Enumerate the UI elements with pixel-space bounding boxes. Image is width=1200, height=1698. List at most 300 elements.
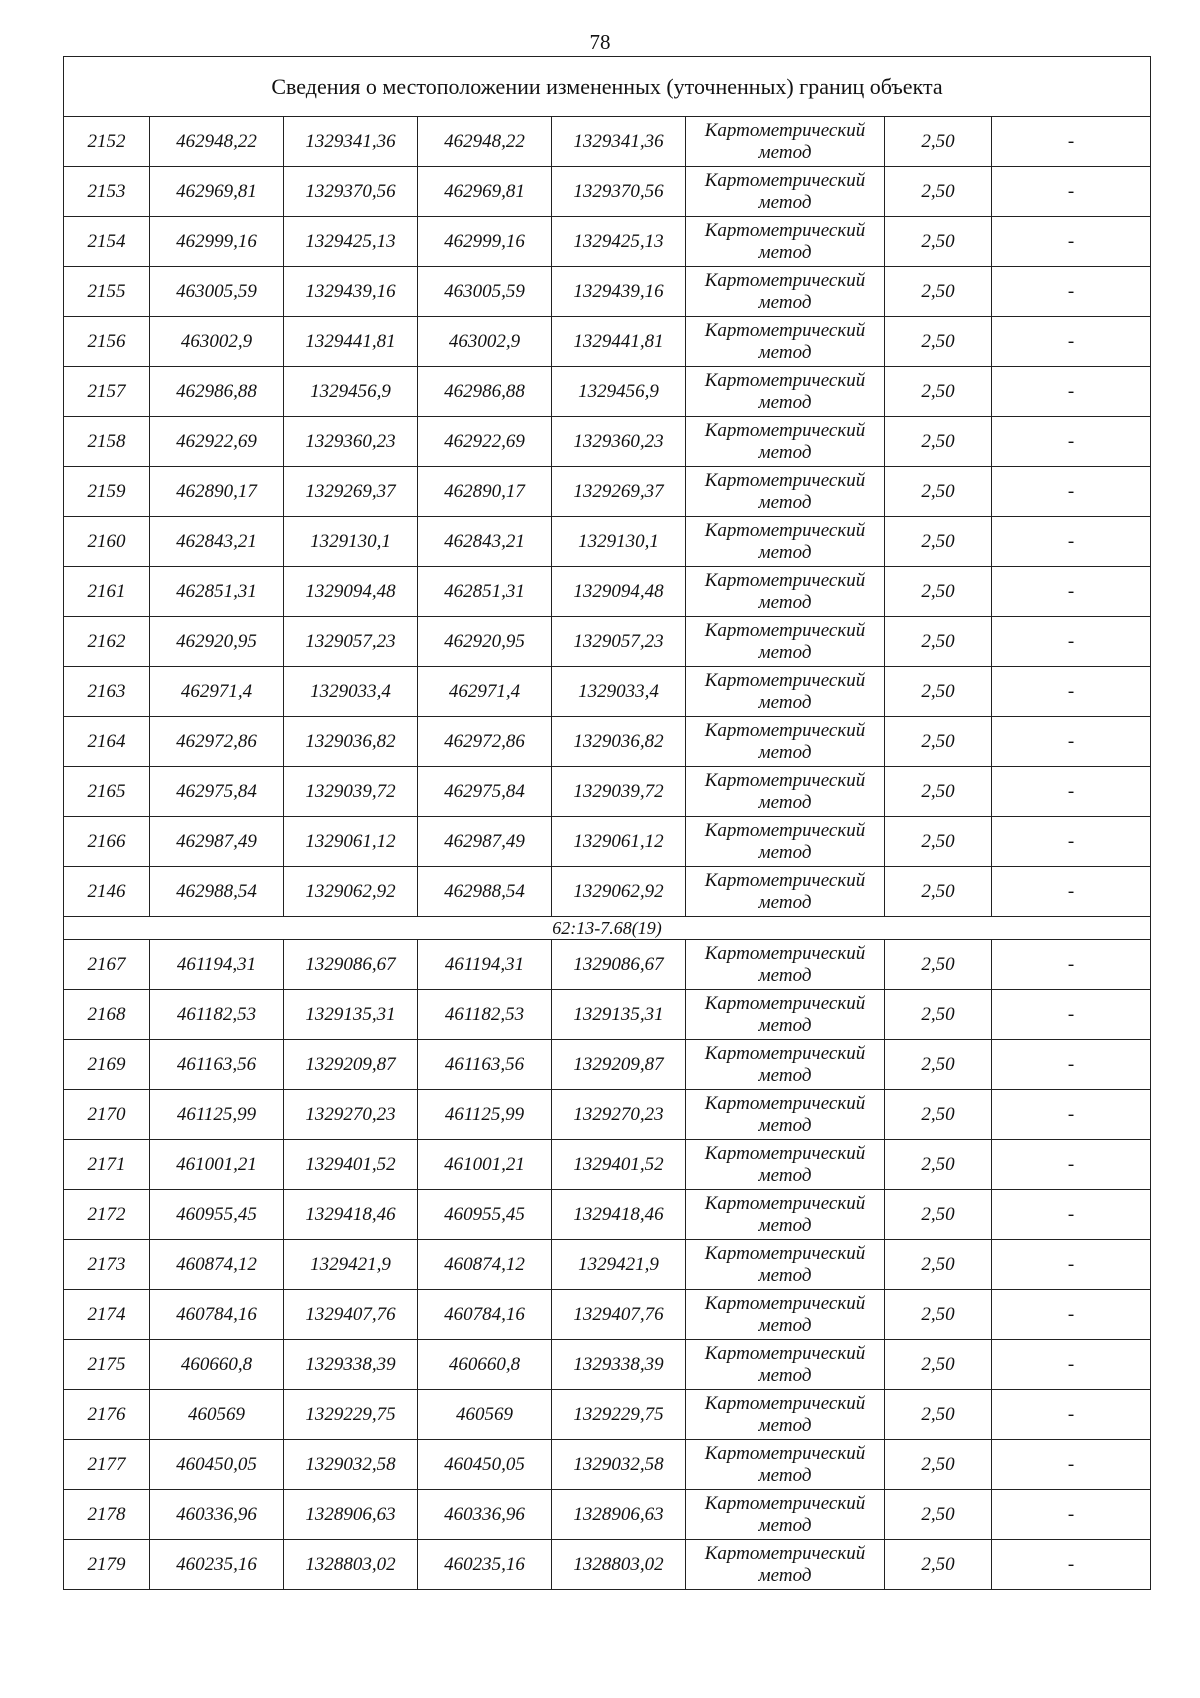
accuracy-cell: 2,50 <box>885 1340 992 1390</box>
new-x-cell: 462851,31 <box>418 567 552 617</box>
new-y-cell: 1329341,36 <box>552 117 686 167</box>
note-cell: - <box>992 567 1151 617</box>
method-cell <box>686 1540 885 1590</box>
boundary-coordinates-table <box>63 56 1151 1590</box>
table-row <box>64 467 1151 517</box>
new-x-cell: 461182,53 <box>418 990 552 1040</box>
method-line-1: Картометрический <box>704 819 866 841</box>
existing-y-cell: 1329401,52 <box>284 1140 418 1190</box>
note-cell: - <box>992 1190 1151 1240</box>
existing-x-cell: 462975,84 <box>150 767 284 817</box>
note-cell: - <box>992 117 1151 167</box>
method-line-1: Картометрический <box>704 1492 866 1514</box>
accuracy-cell: 2,50 <box>885 1440 992 1490</box>
page-number: 78 <box>589 30 611 54</box>
new-x-cell: 460569 <box>418 1390 552 1440</box>
method-line-1: Картометрический <box>704 169 866 191</box>
existing-x-cell: 460784,16 <box>150 1290 284 1340</box>
point-number-cell: 2176 <box>64 1390 150 1440</box>
existing-y-cell: 1329270,23 <box>284 1090 418 1140</box>
table-row <box>64 367 1151 417</box>
new-y-cell: 1329036,82 <box>552 717 686 767</box>
method-line-2: метод <box>758 1564 812 1586</box>
table-row <box>64 1490 1151 1540</box>
new-x-cell: 462999,16 <box>418 217 552 267</box>
table-row <box>64 617 1151 667</box>
new-y-cell: 1329032,58 <box>552 1440 686 1490</box>
method-line-1: Картометрический <box>704 1042 866 1064</box>
accuracy-cell: 2,50 <box>885 567 992 617</box>
new-x-cell: 461194,31 <box>418 940 552 990</box>
existing-y-cell: 1329269,37 <box>284 467 418 517</box>
table-row <box>64 1090 1151 1140</box>
new-y-cell: 1329039,72 <box>552 767 686 817</box>
existing-y-cell: 1329130,1 <box>284 517 418 567</box>
table-row <box>64 767 1151 817</box>
method-line-1: Картометрический <box>704 1192 866 1214</box>
method-line-2: метод <box>758 691 812 713</box>
point-number-cell: 2159 <box>64 467 150 517</box>
method-cell <box>686 1040 885 1090</box>
table-row <box>64 1140 1151 1190</box>
existing-y-cell: 1329441,81 <box>284 317 418 367</box>
new-x-cell: 463002,9 <box>418 317 552 367</box>
point-number-cell: 2155 <box>64 267 150 317</box>
point-number-cell: 2178 <box>64 1490 150 1540</box>
note-cell: - <box>992 467 1151 517</box>
table-row <box>64 817 1151 867</box>
existing-x-cell: 461001,21 <box>150 1140 284 1190</box>
existing-x-cell: 462890,17 <box>150 467 284 517</box>
point-number-cell: 2162 <box>64 617 150 667</box>
note-cell: - <box>992 317 1151 367</box>
table-row <box>64 1290 1151 1340</box>
existing-y-cell: 1329421,9 <box>284 1240 418 1290</box>
existing-x-cell: 461194,31 <box>150 940 284 990</box>
existing-y-cell: 1329036,82 <box>284 717 418 767</box>
point-number-cell: 2167 <box>64 940 150 990</box>
table-row <box>64 417 1151 467</box>
method-line-1: Картометрический <box>704 1242 866 1264</box>
new-y-cell: 1329407,76 <box>552 1290 686 1340</box>
note-cell: - <box>992 940 1151 990</box>
new-y-cell: 1329062,92 <box>552 867 686 917</box>
accuracy-cell: 2,50 <box>885 1490 992 1540</box>
method-line-2: метод <box>758 791 812 813</box>
point-number-cell: 2175 <box>64 1340 150 1390</box>
note-cell: - <box>992 617 1151 667</box>
existing-y-cell: 1329407,76 <box>284 1290 418 1340</box>
new-x-cell: 460874,12 <box>418 1240 552 1290</box>
new-y-cell: 1329441,81 <box>552 317 686 367</box>
table-row <box>64 267 1151 317</box>
method-cell <box>686 940 885 990</box>
new-y-cell: 1329269,37 <box>552 467 686 517</box>
existing-y-cell: 1329135,31 <box>284 990 418 1040</box>
method-cell <box>686 1140 885 1190</box>
section-row <box>64 917 1151 940</box>
method-cell <box>686 767 885 817</box>
accuracy-cell: 2,50 <box>885 717 992 767</box>
point-number-cell: 2152 <box>64 117 150 167</box>
method-cell <box>686 1390 885 1440</box>
accuracy-cell: 2,50 <box>885 317 992 367</box>
method-cell <box>686 1090 885 1140</box>
accuracy-cell: 2,50 <box>885 167 992 217</box>
new-y-cell: 1328906,63 <box>552 1490 686 1540</box>
method-line-1: Картометрический <box>704 719 866 741</box>
existing-x-cell: 460336,96 <box>150 1490 284 1540</box>
new-x-cell: 462920,95 <box>418 617 552 667</box>
method-cell <box>686 217 885 267</box>
method-line-1: Картометрический <box>704 1092 866 1114</box>
accuracy-cell: 2,50 <box>885 517 992 567</box>
existing-x-cell: 462971,4 <box>150 667 284 717</box>
note-cell: - <box>992 1090 1151 1140</box>
point-number-cell: 2168 <box>64 990 150 1040</box>
method-cell <box>686 617 885 667</box>
new-x-cell: 462972,86 <box>418 717 552 767</box>
new-x-cell: 462890,17 <box>418 467 552 517</box>
method-cell <box>686 117 885 167</box>
table-row <box>64 717 1151 767</box>
new-y-cell: 1329135,31 <box>552 990 686 1040</box>
point-number-cell: 2166 <box>64 817 150 867</box>
method-line-2: метод <box>758 1514 812 1536</box>
accuracy-cell: 2,50 <box>885 817 992 867</box>
table-title: Сведения о местоположении измененных (уточненных) границ объекта <box>64 57 1151 117</box>
point-number-cell: 2177 <box>64 1440 150 1490</box>
method-line-1: Картометрический <box>704 369 866 391</box>
existing-x-cell: 460235,16 <box>150 1540 284 1590</box>
note-cell: - <box>992 417 1151 467</box>
method-line-2: метод <box>758 841 812 863</box>
table-row <box>64 1040 1151 1090</box>
existing-x-cell: 462999,16 <box>150 217 284 267</box>
method-line-2: метод <box>758 1114 812 1136</box>
table-row <box>64 117 1151 167</box>
note-cell: - <box>992 1540 1151 1590</box>
method-cell <box>686 817 885 867</box>
existing-y-cell: 1328803,02 <box>284 1540 418 1590</box>
method-line-1: Картометрический <box>704 119 866 141</box>
note-cell: - <box>992 1340 1151 1390</box>
method-line-2: метод <box>758 391 812 413</box>
accuracy-cell: 2,50 <box>885 117 992 167</box>
existing-y-cell: 1329057,23 <box>284 617 418 667</box>
method-line-1: Картометрический <box>704 269 866 291</box>
accuracy-cell: 2,50 <box>885 990 992 1040</box>
existing-y-cell: 1329033,4 <box>284 667 418 717</box>
new-y-cell: 1329229,75 <box>552 1390 686 1440</box>
point-number-cell: 2173 <box>64 1240 150 1290</box>
method-line-2: метод <box>758 1364 812 1386</box>
existing-y-cell: 1329439,16 <box>284 267 418 317</box>
table-row <box>64 667 1151 717</box>
new-y-cell: 1329130,1 <box>552 517 686 567</box>
new-x-cell: 462922,69 <box>418 417 552 467</box>
point-number-cell: 2163 <box>64 667 150 717</box>
table-row <box>64 1190 1151 1240</box>
new-x-cell: 461001,21 <box>418 1140 552 1190</box>
new-x-cell: 460336,96 <box>418 1490 552 1540</box>
existing-y-cell: 1329418,46 <box>284 1190 418 1240</box>
accuracy-cell: 2,50 <box>885 940 992 990</box>
method-cell <box>686 1490 885 1540</box>
new-y-cell: 1329209,87 <box>552 1040 686 1090</box>
accuracy-cell: 2,50 <box>885 417 992 467</box>
table-row <box>64 867 1151 917</box>
existing-y-cell: 1329062,92 <box>284 867 418 917</box>
existing-y-cell: 1329209,87 <box>284 1040 418 1090</box>
note-cell: - <box>992 1440 1151 1490</box>
accuracy-cell: 2,50 <box>885 667 992 717</box>
point-number-cell: 2146 <box>64 867 150 917</box>
method-line-2: метод <box>758 741 812 763</box>
accuracy-cell: 2,50 <box>885 467 992 517</box>
accuracy-cell: 2,50 <box>885 1390 992 1440</box>
note-cell: - <box>992 1490 1151 1540</box>
table-body <box>64 57 1151 1590</box>
existing-y-cell: 1329360,23 <box>284 417 418 467</box>
existing-x-cell: 462988,54 <box>150 867 284 917</box>
method-cell <box>686 467 885 517</box>
method-line-1: Картометрический <box>704 419 866 441</box>
existing-x-cell: 462972,86 <box>150 717 284 767</box>
existing-x-cell: 463002,9 <box>150 317 284 367</box>
point-number-cell: 2158 <box>64 417 150 467</box>
new-y-cell: 1329421,9 <box>552 1240 686 1290</box>
existing-y-cell: 1329061,12 <box>284 817 418 867</box>
existing-x-cell: 461125,99 <box>150 1090 284 1140</box>
table-row <box>64 1440 1151 1490</box>
method-line-1: Картометрический <box>704 869 866 891</box>
point-number-cell: 2171 <box>64 1140 150 1190</box>
new-x-cell: 462843,21 <box>418 517 552 567</box>
method-line-1: Картометрический <box>704 1342 866 1364</box>
method-line-2: метод <box>758 1064 812 1086</box>
table-row <box>64 517 1151 567</box>
existing-x-cell: 461163,56 <box>150 1040 284 1090</box>
new-y-cell: 1329418,46 <box>552 1190 686 1240</box>
existing-y-cell: 1329039,72 <box>284 767 418 817</box>
method-line-2: метод <box>758 641 812 663</box>
method-line-2: метод <box>758 441 812 463</box>
existing-y-cell: 1329229,75 <box>284 1390 418 1440</box>
method-cell <box>686 1290 885 1340</box>
method-line-1: Картометрический <box>704 519 866 541</box>
new-x-cell: 462971,4 <box>418 667 552 717</box>
existing-x-cell: 462969,81 <box>150 167 284 217</box>
new-y-cell: 1329338,39 <box>552 1340 686 1390</box>
new-x-cell: 460955,45 <box>418 1190 552 1240</box>
table-row <box>64 1240 1151 1290</box>
table-row <box>64 567 1151 617</box>
new-y-cell: 1329456,9 <box>552 367 686 417</box>
method-line-1: Картометрический <box>704 469 866 491</box>
method-line-2: метод <box>758 491 812 513</box>
new-x-cell: 462975,84 <box>418 767 552 817</box>
new-y-cell: 1329057,23 <box>552 617 686 667</box>
new-x-cell: 460660,8 <box>418 1340 552 1390</box>
point-number-cell: 2164 <box>64 717 150 767</box>
note-cell: - <box>992 267 1151 317</box>
new-x-cell: 462987,49 <box>418 817 552 867</box>
table-title-row <box>64 57 1151 117</box>
existing-y-cell: 1329341,36 <box>284 117 418 167</box>
new-y-cell: 1329439,16 <box>552 267 686 317</box>
new-y-cell: 1329086,67 <box>552 940 686 990</box>
new-x-cell: 460450,05 <box>418 1440 552 1490</box>
method-cell <box>686 990 885 1040</box>
table-row <box>64 217 1151 267</box>
new-x-cell: 461125,99 <box>418 1090 552 1140</box>
point-number-cell: 2153 <box>64 167 150 217</box>
point-number-cell: 2179 <box>64 1540 150 1590</box>
existing-x-cell: 462922,69 <box>150 417 284 467</box>
method-cell <box>686 417 885 467</box>
table-row <box>64 1390 1151 1440</box>
table-row <box>64 940 1151 990</box>
point-number-cell: 2172 <box>64 1190 150 1240</box>
point-number-cell: 2154 <box>64 217 150 267</box>
method-cell <box>686 367 885 417</box>
existing-x-cell: 462920,95 <box>150 617 284 667</box>
section-label: 62:13-7.68(19) <box>64 917 1151 940</box>
new-y-cell: 1328803,02 <box>552 1540 686 1590</box>
existing-x-cell: 462843,21 <box>150 517 284 567</box>
note-cell: - <box>992 1290 1151 1340</box>
method-line-1: Картометрический <box>704 769 866 791</box>
point-number-cell: 2161 <box>64 567 150 617</box>
table-row <box>64 167 1151 217</box>
new-y-cell: 1329270,23 <box>552 1090 686 1140</box>
table-row <box>64 1540 1151 1590</box>
new-y-cell: 1329425,13 <box>552 217 686 267</box>
note-cell: - <box>992 1040 1151 1090</box>
note-cell: - <box>992 217 1151 267</box>
method-cell <box>686 267 885 317</box>
new-x-cell: 460235,16 <box>418 1540 552 1590</box>
method-line-2: метод <box>758 1214 812 1236</box>
method-line-2: метод <box>758 1414 812 1436</box>
method-line-1: Картометрический <box>704 1392 866 1414</box>
point-number-cell: 2165 <box>64 767 150 817</box>
new-x-cell: 462969,81 <box>418 167 552 217</box>
method-cell <box>686 567 885 617</box>
point-number-cell: 2174 <box>64 1290 150 1340</box>
existing-x-cell: 462987,49 <box>150 817 284 867</box>
method-line-2: метод <box>758 241 812 263</box>
accuracy-cell: 2,50 <box>885 1540 992 1590</box>
existing-x-cell: 462948,22 <box>150 117 284 167</box>
table-row <box>64 317 1151 367</box>
new-y-cell: 1329094,48 <box>552 567 686 617</box>
method-line-1: Картометрический <box>704 1142 866 1164</box>
accuracy-cell: 2,50 <box>885 1190 992 1240</box>
existing-y-cell: 1329456,9 <box>284 367 418 417</box>
new-y-cell: 1329401,52 <box>552 1140 686 1190</box>
method-line-2: метод <box>758 291 812 313</box>
method-line-1: Картометрический <box>704 992 866 1014</box>
existing-y-cell: 1329086,67 <box>284 940 418 990</box>
note-cell: - <box>992 1240 1151 1290</box>
existing-x-cell: 460874,12 <box>150 1240 284 1290</box>
method-cell <box>686 1440 885 1490</box>
existing-x-cell: 461182,53 <box>150 990 284 1040</box>
new-y-cell: 1329370,56 <box>552 167 686 217</box>
note-cell: - <box>992 1140 1151 1190</box>
existing-y-cell: 1328906,63 <box>284 1490 418 1540</box>
new-x-cell: 462986,88 <box>418 367 552 417</box>
accuracy-cell: 2,50 <box>885 617 992 667</box>
note-cell: - <box>992 717 1151 767</box>
method-line-2: метод <box>758 891 812 913</box>
existing-y-cell: 1329338,39 <box>284 1340 418 1390</box>
point-number-cell: 2170 <box>64 1090 150 1140</box>
accuracy-cell: 2,50 <box>885 267 992 317</box>
existing-y-cell: 1329094,48 <box>284 567 418 617</box>
method-cell <box>686 717 885 767</box>
new-x-cell: 462948,22 <box>418 117 552 167</box>
note-cell: - <box>992 1390 1151 1440</box>
note-cell: - <box>992 867 1151 917</box>
method-cell <box>686 867 885 917</box>
method-line-2: метод <box>758 141 812 163</box>
method-cell <box>686 1190 885 1240</box>
method-line-1: Картометрический <box>704 1292 866 1314</box>
new-y-cell: 1329061,12 <box>552 817 686 867</box>
note-cell: - <box>992 517 1151 567</box>
accuracy-cell: 2,50 <box>885 217 992 267</box>
method-line-2: метод <box>758 1314 812 1336</box>
existing-x-cell: 460569 <box>150 1390 284 1440</box>
accuracy-cell: 2,50 <box>885 1090 992 1140</box>
existing-y-cell: 1329370,56 <box>284 167 418 217</box>
note-cell: - <box>992 990 1151 1040</box>
accuracy-cell: 2,50 <box>885 1040 992 1090</box>
method-cell <box>686 1340 885 1390</box>
note-cell: - <box>992 667 1151 717</box>
method-cell <box>686 667 885 717</box>
new-x-cell: 462988,54 <box>418 867 552 917</box>
accuracy-cell: 2,50 <box>885 1240 992 1290</box>
method-cell <box>686 167 885 217</box>
method-line-2: метод <box>758 541 812 563</box>
existing-y-cell: 1329425,13 <box>284 217 418 267</box>
point-number-cell: 2156 <box>64 317 150 367</box>
method-line-2: метод <box>758 1464 812 1486</box>
accuracy-cell: 2,50 <box>885 767 992 817</box>
existing-x-cell: 460955,45 <box>150 1190 284 1240</box>
method-line-1: Картометрический <box>704 1442 866 1464</box>
existing-x-cell: 462986,88 <box>150 367 284 417</box>
method-line-2: метод <box>758 1014 812 1036</box>
method-line-1: Картометрический <box>704 219 866 241</box>
new-x-cell: 460784,16 <box>418 1290 552 1340</box>
point-number-cell: 2160 <box>64 517 150 567</box>
existing-x-cell: 460450,05 <box>150 1440 284 1490</box>
existing-x-cell: 460660,8 <box>150 1340 284 1390</box>
accuracy-cell: 2,50 <box>885 1290 992 1340</box>
method-line-1: Картометрический <box>704 669 866 691</box>
new-y-cell: 1329033,4 <box>552 667 686 717</box>
method-line-1: Картометрический <box>704 942 866 964</box>
note-cell: - <box>992 767 1151 817</box>
method-line-1: Картометрический <box>704 619 866 641</box>
accuracy-cell: 2,50 <box>885 1140 992 1190</box>
method-line-1: Картометрический <box>704 1542 866 1564</box>
